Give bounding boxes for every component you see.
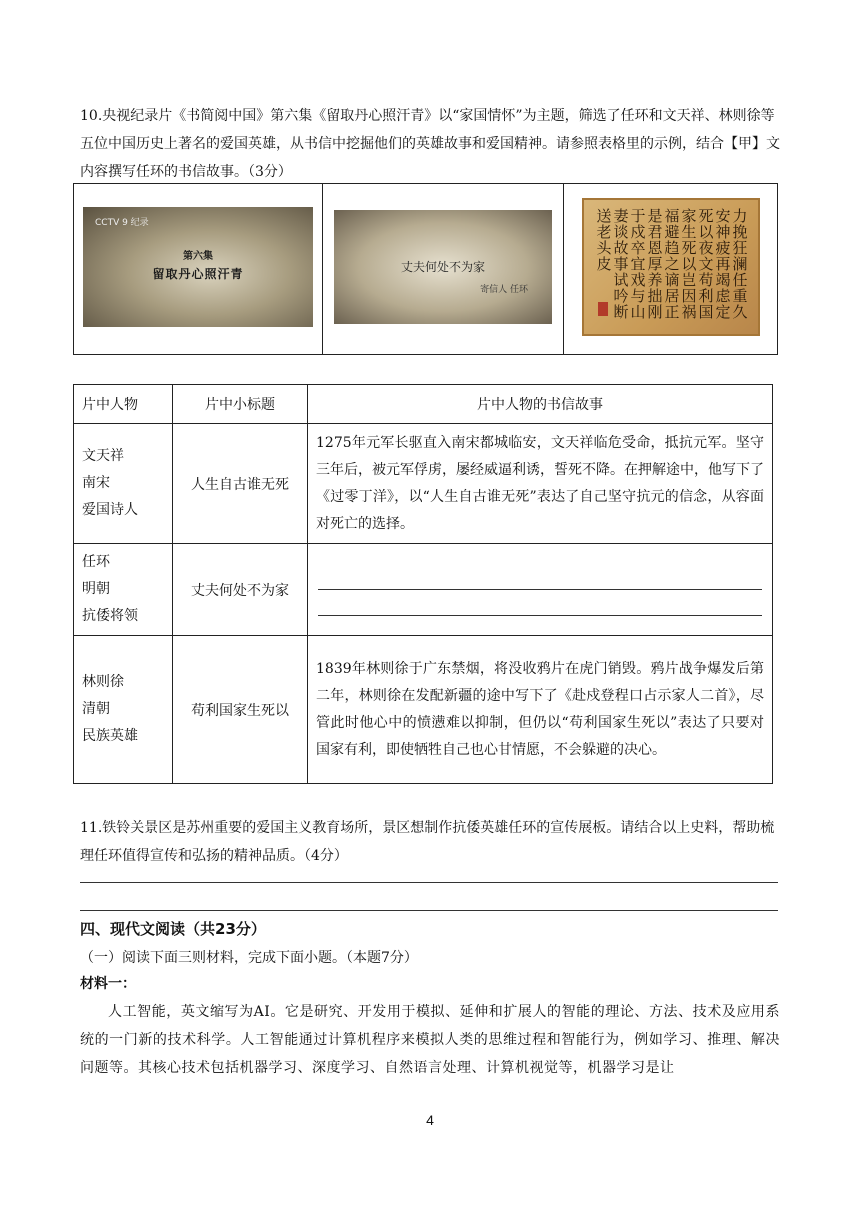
subtitle-cell: 丈夫何处不为家 — [173, 544, 308, 636]
person-dynasty: 明朝 — [82, 581, 110, 597]
person-cell — [74, 544, 173, 636]
person-name: 林则徐 — [82, 674, 124, 690]
answer-cell[interactable] — [308, 544, 773, 636]
subtitle-cell: 苟利国家生死以 — [173, 636, 308, 784]
question-11: 11.铁铃关景区是苏州重要的爱国主义教育场所，景区想制作抗倭英雄任环的宣传展板。请结合以上史料，帮助梳理任环值得宣传和弘扬的精神品质。（4分） — [80, 820, 775, 864]
page-number: 4 — [426, 1112, 434, 1128]
header-person: 片中人物 — [74, 385, 173, 424]
person-dynasty: 南宋 — [82, 475, 110, 491]
story-cell: 1275年元军长驱直入南宋都城临安，文天祥临危受命，抵抗元军。坚守三年后，被元军俘虏，屡经威逼利诱，誓死不降。在押解途中，他写下了《过零丁洋》，以“人生自古谁无死”表达了自己坚守抗元的信念，从容面对死亡的选择。 — [308, 424, 773, 544]
calligraphy-image — [582, 198, 760, 336]
letter-signature: 寄信人 任环 — [480, 285, 528, 295]
answer-line[interactable] — [318, 564, 762, 590]
person-role: 抗倭将领 — [82, 608, 138, 624]
episode-number: 第六集 — [183, 251, 213, 262]
seal-stamp — [598, 302, 608, 316]
material-text: 人工智能，英文缩写为AI。它是研究、开发用于模拟、延伸和扩展人的智能的理论、方法、技术及应用系统的一门新的技术科学。人工智能通过计算机程序来模拟人类的思维过程和智能行为，例如学习、推理、解决问题等。其核心技术包括机器学习、深度学习、自然语言处理、计算机视觉等，机器学习是让 — [80, 1004, 780, 1076]
letter-story-table — [73, 384, 773, 784]
answer-line[interactable] — [318, 590, 762, 616]
person-name: 任环 — [82, 554, 110, 570]
still-cell-3 — [564, 184, 778, 355]
still-cell-2 — [323, 184, 564, 355]
person-role: 民族英雄 — [82, 728, 138, 744]
table-row — [74, 424, 773, 544]
header-subtitle: 片中小标题 — [173, 385, 308, 424]
person-cell — [74, 424, 173, 544]
calligraphy-text: 力挽狂澜任重久安神疲再竭虑定死以夜文苟利国家生死以岂因祸福避趋之谪居正是君恩厚养拙刚于戍卒宜戏与山妻谈故事试吟断送老头皮 — [594, 208, 749, 320]
table-row — [74, 636, 773, 784]
question-10: 10.央视纪录片《书简阅中国》第六集《留取丹心照汗青》以“家国情怀”为主题，筛选了任环和文天祥、林则徐等五位中国历史上著名的爱国英雄，从书信中挖掘他们的英雄故事和爱国精神。请参照表格里的示例，结合【甲】文内容撰写任环的书信故事。（3分） — [80, 108, 780, 180]
story-cell: 1839年林则徐于广东禁烟，将没收鸦片在虎门销毁。鸦片战争爆发后第二年，林则徐在发配新疆的途中写下了《赴戍登程口占示家人二首》，尽管此时他心中的愤懑难以抑制，但仍以“苟利国家生死以”表达了只要对国家有利，即使牺牲自己也心甘情愿，不会躲避的决心。 — [308, 636, 773, 784]
person-dynasty: 清朝 — [82, 701, 110, 717]
still-episode-title — [83, 207, 313, 327]
material-label: 材料一： — [80, 976, 136, 992]
person-cell — [74, 636, 173, 784]
answer-line[interactable] — [80, 910, 778, 911]
cctv-logo: CCTV 9 纪录 — [95, 218, 149, 228]
person-name: 文天祥 — [82, 448, 124, 464]
header-story: 片中人物的书信故事 — [308, 385, 773, 424]
table-row — [74, 544, 773, 636]
person-role: 爱国诗人 — [82, 502, 138, 518]
still-cell-1 — [74, 184, 323, 355]
section-subtitle: （一）阅读下面三则材料，完成下面小题。（本题7分） — [80, 950, 418, 966]
letter-line: 丈夫何处不为家 — [400, 260, 485, 274]
episode-name: 留取丹心照汗青 — [152, 267, 244, 281]
documentary-stills — [73, 183, 778, 355]
section-title: 四、现代文阅读（共23分） — [80, 920, 266, 938]
answer-line[interactable] — [80, 882, 778, 883]
subtitle-cell: 人生自古谁无死 — [173, 424, 308, 544]
still-letter — [334, 210, 552, 324]
table-header-row — [74, 385, 773, 424]
